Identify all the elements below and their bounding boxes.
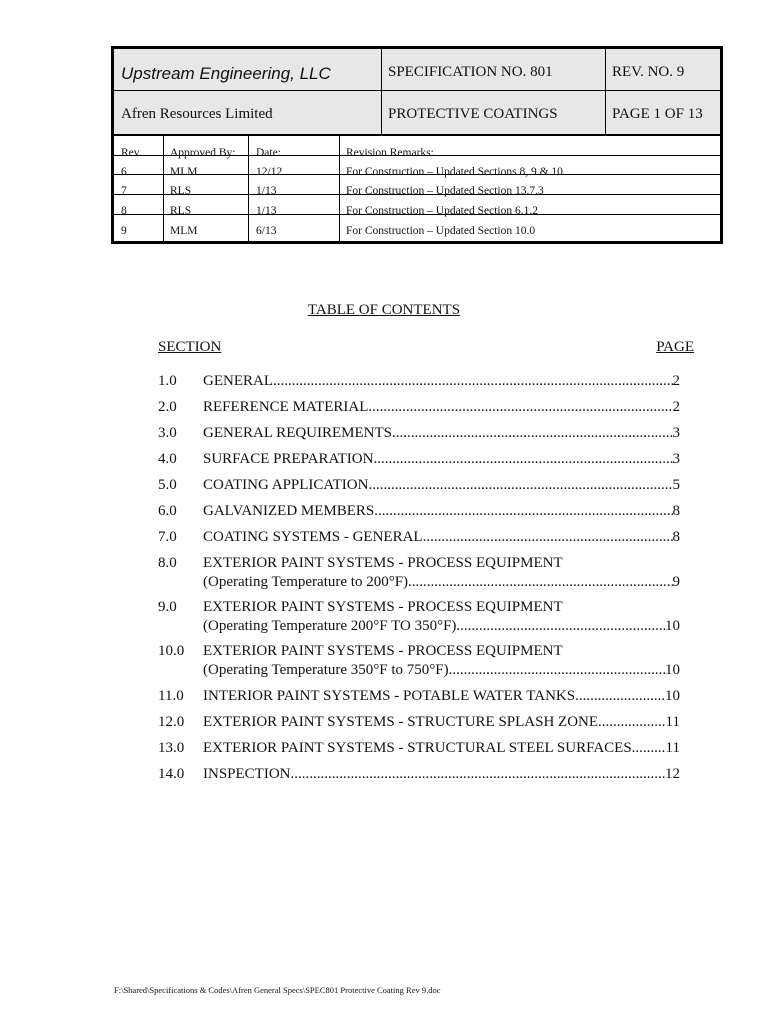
toc-section-number: 6.0 bbox=[158, 503, 177, 519]
revision-divider bbox=[248, 135, 249, 242]
toc-section-number: 11.0 bbox=[158, 688, 184, 704]
client-name: Afren Resources Limited bbox=[121, 106, 273, 122]
revision-cell: 6 bbox=[121, 166, 127, 178]
toc-page-number: 10 bbox=[665, 618, 680, 634]
remarks-column-header: Revision Remarks: bbox=[346, 147, 434, 159]
toc-section-number: 8.0 bbox=[158, 555, 177, 571]
toc-leader-dots bbox=[456, 617, 665, 636]
toc-section-number: 4.0 bbox=[158, 451, 177, 467]
toc-section-number: 9.0 bbox=[158, 599, 177, 615]
toc-leader-dots bbox=[374, 502, 672, 521]
rev-column-header: Rev. bbox=[121, 147, 142, 159]
spec-header-block bbox=[111, 46, 723, 244]
toc-section-number: 1.0 bbox=[158, 373, 177, 389]
toc-page-number: 9 bbox=[672, 574, 680, 590]
toc-title: TABLE OF CONTENTS bbox=[307, 302, 461, 318]
revision-divider bbox=[339, 135, 340, 242]
revision-cell: For Construction – Updated Sections 8, 9 & 10 bbox=[346, 166, 563, 178]
toc-section-title: GENERAL bbox=[203, 373, 273, 389]
revision-cell: MLM bbox=[170, 225, 198, 237]
toc-section-title: INSPECTION bbox=[203, 766, 291, 782]
toc-page-number: 8 bbox=[672, 503, 680, 519]
revision-cell: 1/13 bbox=[256, 205, 277, 217]
header-divider bbox=[114, 90, 720, 91]
toc-section-title: EXTERIOR PAINT SYSTEMS - PROCESS EQUIPMENT bbox=[203, 599, 563, 615]
toc-page-number: 10 bbox=[665, 662, 680, 678]
toc-page-number: 12 bbox=[665, 766, 680, 782]
date-column-header: Date: bbox=[256, 147, 281, 159]
page-indicator: PAGE 1 OF 13 bbox=[612, 106, 703, 122]
toc-section-number: 13.0 bbox=[158, 740, 185, 756]
revision-cell: For Construction – Updated Section 6.1.2 bbox=[346, 205, 538, 217]
revision-cell: 1/13 bbox=[256, 185, 277, 197]
toc-section-title: COATING SYSTEMS - GENERAL bbox=[203, 529, 423, 545]
toc-section-title: EXTERIOR PAINT SYSTEMS - STRUCTURE SPLASH ZONE bbox=[203, 714, 599, 730]
toc-section-title: COATING APPLICATION bbox=[203, 477, 369, 493]
toc-leader-dots bbox=[449, 661, 665, 680]
document-title: PROTECTIVE COATINGS bbox=[388, 106, 558, 122]
toc-page-number: 11 bbox=[665, 714, 680, 730]
revision-cell: For Construction – Updated Section 13.7.3 bbox=[346, 185, 544, 197]
toc-leader-dots bbox=[575, 687, 665, 706]
revision-number: REV. NO. 9 bbox=[612, 64, 685, 80]
toc-section-number: 10.0 bbox=[158, 643, 185, 659]
toc-section-number: 5.0 bbox=[158, 477, 177, 493]
toc-page-number: 3 bbox=[672, 451, 680, 467]
toc-leader-dots bbox=[291, 765, 665, 784]
toc-leader-dots bbox=[373, 450, 672, 469]
company-name: Upstream Engineering, LLC bbox=[121, 64, 331, 83]
toc-leader-dots bbox=[273, 372, 673, 391]
toc-leader-dots bbox=[598, 713, 666, 732]
toc-page-number: 2 bbox=[672, 373, 680, 389]
file-path-footer: F:\Shared\Specifications & Codes\Afren General Specs\SPEC801 Protective Coating Rev 9.doc bbox=[114, 985, 441, 995]
revision-cell: MLM bbox=[170, 166, 198, 178]
toc-section-title: GALVANIZED MEMBERS bbox=[203, 503, 375, 519]
toc-leader-dots bbox=[368, 476, 672, 495]
toc-section-number: 14.0 bbox=[158, 766, 185, 782]
revision-cell: 12/12 bbox=[256, 166, 283, 178]
toc-page-number: 3 bbox=[672, 425, 680, 441]
revision-cell: 8 bbox=[121, 205, 127, 217]
toc-section-title: INTERIOR PAINT SYSTEMS - POTABLE WATER TANKS bbox=[203, 688, 576, 704]
toc-section-title: GENERAL REQUIREMENTS bbox=[203, 425, 393, 441]
toc-section-number: 7.0 bbox=[158, 529, 177, 545]
toc-section-title: EXTERIOR PAINT SYSTEMS - STRUCTURAL STEEL SURFACES bbox=[203, 740, 632, 756]
revision-divider bbox=[163, 135, 164, 242]
revision-cell: For Construction – Updated Section 10.0 bbox=[346, 225, 536, 237]
revision-cell: RLS bbox=[170, 185, 192, 197]
header-divider bbox=[381, 49, 382, 135]
toc-page-number: 8 bbox=[672, 529, 680, 545]
toc-section-number: 2.0 bbox=[158, 399, 177, 415]
revision-cell: 7 bbox=[121, 185, 127, 197]
toc-section-title: EXTERIOR PAINT SYSTEMS - PROCESS EQUIPMENT bbox=[203, 555, 563, 571]
toc-page-number: 11 bbox=[665, 740, 680, 756]
toc-section-number: 3.0 bbox=[158, 425, 177, 441]
toc-section-title: SURFACE PREPARATION bbox=[203, 451, 374, 467]
toc-section-title: EXTERIOR PAINT SYSTEMS - PROCESS EQUIPMENT bbox=[203, 643, 563, 659]
toc-section-subtitle: (Operating Temperature to 200°F) bbox=[203, 574, 409, 590]
revision-cell: 6/13 bbox=[256, 225, 277, 237]
toc-section-title: REFERENCE MATERIAL bbox=[203, 399, 369, 415]
toc-section-subtitle: (Operating Temperature 200°F TO 350°F) bbox=[203, 618, 457, 634]
toc-leader-dots bbox=[632, 739, 666, 758]
revision-cell: RLS bbox=[170, 205, 192, 217]
toc-page-number: 5 bbox=[672, 477, 680, 493]
toc-leader-dots bbox=[368, 398, 672, 417]
section-column-label: SECTION bbox=[158, 339, 222, 355]
toc-page-number: 2 bbox=[672, 399, 680, 415]
spec-number: SPECIFICATION NO. 801 bbox=[388, 64, 553, 80]
toc-section-subtitle: (Operating Temperature 350°F to 750°F) bbox=[203, 662, 449, 678]
toc-page-number: 10 bbox=[665, 688, 680, 704]
toc-section-number: 12.0 bbox=[158, 714, 185, 730]
revision-cell: 9 bbox=[121, 225, 127, 237]
approved-column-header: Approved By: bbox=[170, 147, 236, 159]
toc-leader-dots bbox=[392, 424, 672, 443]
header-divider bbox=[605, 49, 606, 135]
toc-leader-dots bbox=[408, 573, 672, 592]
page-column-label: PAGE bbox=[656, 339, 694, 355]
toc-leader-dots bbox=[423, 528, 673, 547]
header-divider bbox=[114, 134, 720, 136]
